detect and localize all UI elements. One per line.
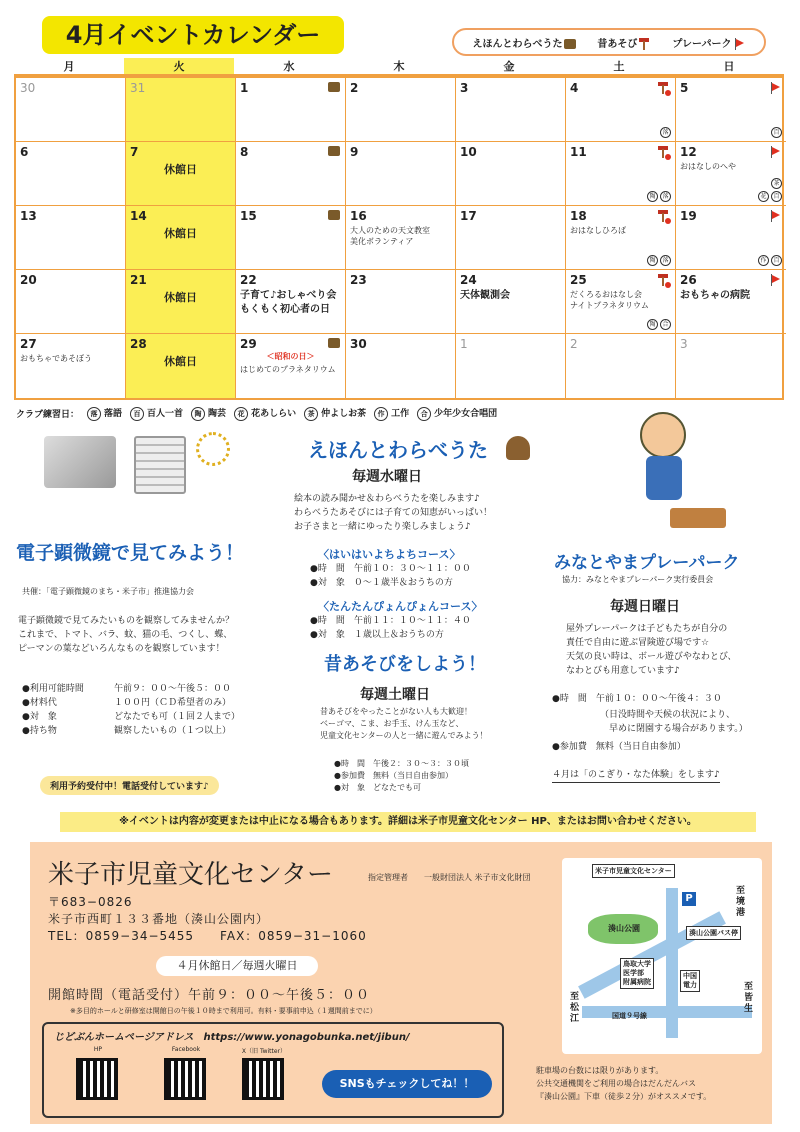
flag-icon <box>769 146 781 158</box>
club-mark: 百 <box>771 127 782 138</box>
ehon-schedule: 毎週水曜日 <box>352 469 422 485</box>
weekday-2: 水 <box>234 58 344 76</box>
legend-mukashi: 昔あそび <box>597 35 651 50</box>
club-mark: 落 <box>660 191 671 202</box>
event-text: 子育て♪おしゃべり会 もくもく初心者の日 <box>240 290 337 315</box>
flag-icon <box>769 210 781 222</box>
club-mark: 作 <box>374 407 388 421</box>
manager: 指定管理者 一般財団法人 米子市文化財団 <box>368 873 531 882</box>
boy-body <box>646 456 682 500</box>
club-marks <box>647 319 671 330</box>
club-name: 陶芸 <box>208 409 227 419</box>
opening-hours: 開館時間（電話受付）午前９：００〜午後５：００ <box>48 988 371 1003</box>
club-name: 仲よしお茶 <box>321 409 367 419</box>
detail-key: ●対 象 <box>22 712 57 722</box>
book-icon <box>328 146 340 156</box>
ehon-course2-target: ●対 象 １歳以上＆おうちの方 <box>310 630 444 640</box>
club-item <box>130 406 183 421</box>
day-number: 17 <box>460 209 477 223</box>
club-mark: 作 <box>758 255 769 266</box>
club-marks <box>758 255 782 266</box>
microscope-sponsor: 共催：「電子顕微鏡のまち・米子市」推進協力会 <box>22 587 194 596</box>
mukashi-fee: ●参加費 無料（当日自由参加） <box>334 771 453 780</box>
map-to-sakaiminato: 至境港 <box>736 886 746 918</box>
club-mark: 茶 <box>771 178 782 189</box>
detail-value: 観察したいもの（１つ以上） <box>114 726 232 736</box>
calendar-cell <box>676 270 786 334</box>
day-number: 3 <box>680 337 688 351</box>
calendar-cell <box>126 78 236 142</box>
legend-playpark: プレーパーク <box>672 35 745 50</box>
microscope-image <box>134 436 186 494</box>
ehon-course1: 〈はいはいよちよちコース〉 <box>318 548 461 561</box>
flag-icon <box>769 82 781 94</box>
book-icon <box>328 82 340 92</box>
flag-icon <box>769 274 781 286</box>
calendar-cell <box>676 206 786 270</box>
calendar-cell <box>16 142 126 206</box>
hammer-icon <box>639 38 651 50</box>
calendar-cell <box>126 270 236 334</box>
detail-key: ●材料代 <box>22 698 57 708</box>
club-mark: 合 <box>417 407 431 421</box>
red-dot-icon <box>665 282 671 288</box>
zip: 〒683−0826 <box>48 895 133 909</box>
mukashi-desc: 昔あそびをやったことがない人も大歓迎！ ベーゴマ、こま、お手玉、けん玉など、 児童文化センターの人と一緒に遊んでみよう！ <box>320 707 488 740</box>
event-text: 大人のための天文教室 美化ボランティア <box>350 226 430 246</box>
event-text: おはなしのへや <box>680 162 736 171</box>
playpark-time-note: （日没時間や天候の状況により、 早めに閉園する場合があります。） <box>600 710 748 734</box>
club-mark: 合 <box>660 319 671 330</box>
calendar-cell <box>566 270 676 334</box>
club-item <box>87 406 122 421</box>
flag-icon <box>733 38 745 50</box>
map-route9 <box>582 1006 752 1018</box>
insect-image <box>44 436 116 488</box>
ehon-course1-target: ●対 象 ０〜１歳半＆おうちの方 <box>310 578 453 588</box>
calendar-cell <box>16 78 126 142</box>
day-number: 5 <box>680 81 689 95</box>
map-power-label: 中国 電力 <box>680 970 700 992</box>
homepage-url[interactable]: https://www.yonagobunka.net/jibun/ <box>203 1032 410 1043</box>
notice-banner: ※イベントは内容が変更または中止になる場合もあります。詳細は米子市児童文化センター HP、またはお問い合わせください。 <box>60 812 756 832</box>
weekday-5: 土 <box>564 58 674 76</box>
mukashi-time: ●時 間 午後２：３０〜３：３０頃 <box>334 759 469 768</box>
closed-label: 休館日 <box>164 291 197 304</box>
calendar-cell <box>236 78 346 142</box>
calendar-cell <box>236 270 346 334</box>
day-number: 2 <box>350 81 359 95</box>
wood-log <box>670 508 726 528</box>
phone: TEL：0859−34−5455 FAX：0859−31−1060 <box>48 929 367 943</box>
calendar-cell <box>456 78 566 142</box>
ehon-course1-time: ●時 間 午前１０：３０〜１１：００ <box>310 564 471 574</box>
holiday-pill: ４月休館日／毎週火曜日 <box>156 956 318 976</box>
calendar-cell <box>236 334 346 398</box>
day-number: 24 <box>460 273 477 287</box>
detail-value: １００円（ＣＤ希望者のみ） <box>114 698 232 708</box>
club-mark: 陶 <box>647 255 658 266</box>
club-marks <box>771 178 782 189</box>
day-number: 3 <box>460 81 469 95</box>
club-item <box>417 406 497 421</box>
legend-ehon: えほんとわらべうた <box>472 35 576 50</box>
map-route-label: 国道９号線 <box>612 1012 647 1020</box>
detail-row <box>22 696 240 710</box>
legend <box>452 28 766 56</box>
club-mark: 花 <box>758 191 769 202</box>
mukashi-schedule: 毎週土曜日 <box>360 687 430 703</box>
access-map <box>562 858 762 1054</box>
calendar-cell <box>346 270 456 334</box>
calendar-cell <box>566 206 676 270</box>
qr-code-x[interactable] <box>242 1058 284 1100</box>
day-number: 26 <box>680 273 697 287</box>
detail-key: ●利用可能時間 <box>22 684 84 694</box>
hours-note: ※多目的ホールと研修室は開館日の午後１０時まで利用可。有料・要事前申込（１週間前までに） <box>70 1007 377 1015</box>
calendar-cell <box>126 334 236 398</box>
calendar-cell <box>456 334 566 398</box>
calendar-cell <box>346 206 456 270</box>
calendar-cell <box>236 206 346 270</box>
playpark-schedule: 毎週日曜日 <box>610 599 680 615</box>
calendar-cell <box>566 334 676 398</box>
calendar-cell <box>676 334 786 398</box>
map-bus-label: 湊山公園バス停 <box>686 926 741 940</box>
weekday-1: 火 <box>124 58 234 76</box>
red-dot-icon <box>665 218 671 224</box>
calendar-cell <box>16 206 126 270</box>
calendar-cell <box>236 142 346 206</box>
microscope-title: 電子顕微鏡で見てみよう！ <box>16 542 245 564</box>
day-number: 1 <box>460 337 468 351</box>
club-marks <box>660 127 671 138</box>
day-number: 20 <box>20 273 37 287</box>
weekday-4: 金 <box>454 58 564 76</box>
calendar-cell <box>16 334 126 398</box>
event-text: おはなしひろば <box>570 226 626 235</box>
day-number: 31 <box>130 81 146 95</box>
detail-row <box>22 682 240 696</box>
club-legend-label: クラブ練習日： <box>16 410 80 420</box>
bear-book-icon <box>506 436 530 460</box>
playpark-coop: 協力：みなとやまプレーパーク実行委員会 <box>562 575 714 584</box>
event-text: 天体観測会 <box>460 290 510 301</box>
closed-label: 休館日 <box>164 227 197 240</box>
day-number: 1 <box>240 81 249 95</box>
playpark-april: ４月は「のこぎり・なた体験」をします♪ <box>552 768 720 783</box>
calendar-cell <box>456 270 566 334</box>
calendar-cell <box>676 78 786 142</box>
footer <box>30 842 772 1124</box>
qr-label-facebook: Facebook <box>171 1046 201 1053</box>
qr-label-hp: HP <box>93 1046 103 1053</box>
calendar-cell <box>566 78 676 142</box>
calendar-cell <box>126 142 236 206</box>
address: 米子市西町１３３番地（湊山公園内） <box>48 912 270 926</box>
detail-row <box>22 710 240 724</box>
weekday-6: 日 <box>674 58 784 76</box>
playpark-time: ●時 間 午前１０：００〜午後４：３０ <box>552 694 722 704</box>
red-dot-icon <box>665 90 671 96</box>
mukashi-target: ●対 象 どなたでも可 <box>334 783 421 792</box>
club-marks <box>647 255 671 266</box>
detail-key: ●持ち物 <box>22 726 57 736</box>
club-name: 花あしらい <box>251 409 297 419</box>
day-number: 12 <box>680 145 697 159</box>
day-number: 18 <box>570 209 587 223</box>
ehon-course2-time: ●時 間 午前１１：１０〜１１：４０ <box>310 616 471 626</box>
club-mark: 花 <box>234 407 248 421</box>
detail-value: 午前９：００〜午後５：００ <box>114 684 232 694</box>
qr-label-x: X（旧 Twitter） <box>241 1048 287 1055</box>
club-marks <box>758 191 782 202</box>
qr-code-facebook[interactable] <box>164 1058 206 1100</box>
club-mark: 百 <box>771 191 782 202</box>
calendar-cell <box>346 334 456 398</box>
closed-label: 休館日 <box>164 355 197 368</box>
club-legend <box>16 406 497 421</box>
reserve-note: 利用予約受付中！電話受付しています♪ <box>40 776 219 795</box>
book-icon <box>564 39 576 49</box>
boy-illustration <box>640 412 686 458</box>
day-number: 16 <box>350 209 367 223</box>
ehon-title: えほんとわらべうた <box>308 438 488 462</box>
homepage-box <box>42 1022 504 1118</box>
day-number: 30 <box>20 81 36 95</box>
calendar-cell <box>456 206 566 270</box>
detail-value: どなたでも可（１回２人まで） <box>114 712 241 722</box>
club-marks <box>771 127 782 138</box>
book-icon <box>328 210 340 220</box>
map-univ-label: 鳥取大学 医学部 附属病院 <box>620 958 654 989</box>
weekday-row <box>14 58 784 76</box>
club-mark: 百 <box>130 407 144 421</box>
day-number: 6 <box>20 145 29 159</box>
event-text: おもちゃであそぼう <box>20 354 92 363</box>
ehon-desc: 絵本の読み聞かせ＆わらべうたを楽しみます♪ わらべうたあそびには子育ての知恵がいっぱい！ お子さまと一緒にゆったり楽しみましょう♪ <box>294 494 493 532</box>
homepage-label: じどぶんホームページアドレス https://www.yonagobunka.net/jibun/ <box>54 1032 410 1043</box>
playpark-desc: 屋外プレーパークは子どもたちが自分の 責任で自由に遊ぶ冒険遊び場です☆ 天気の良い時は、ボール遊びやなわとび、 なわとびも用意しています♪ <box>566 624 737 676</box>
day-number: 9 <box>350 145 359 159</box>
parking-note: 駐車場の台数には限りがあります。 公共交通機関をご利用の場合はだんだんバス 『湊山公園』下車（徒歩２分）がオススメです。 <box>536 1066 712 1101</box>
weekday-0: 月 <box>14 58 124 76</box>
parking-icon: P <box>682 892 696 906</box>
microscope-details <box>22 682 240 738</box>
day-number: 2 <box>570 337 578 351</box>
qr-code-hp[interactable] <box>76 1058 118 1100</box>
day-number: 28 <box>130 337 147 351</box>
map-center-label: 米子市児童文化センター <box>592 864 675 878</box>
event-text: おもちゃの病院 <box>680 290 750 301</box>
mukashi-title: 昔あそびをしよう！ <box>324 654 486 675</box>
club-mark: 落 <box>660 127 671 138</box>
event-text: だくろるおはなし会 ナイトプラネタリウム <box>570 290 649 310</box>
closed-label: 休館日 <box>164 163 197 176</box>
club-mark: 陶 <box>647 319 658 330</box>
calendar-cell <box>566 142 676 206</box>
day-number: 21 <box>130 273 147 287</box>
day-number: 29 <box>240 337 257 351</box>
center-name: 米子市児童文化センター <box>48 860 333 890</box>
calendar-grid <box>14 76 784 400</box>
book-icon <box>328 338 340 348</box>
day-number: 10 <box>460 145 477 159</box>
address-block <box>48 894 367 945</box>
calendar-cell <box>456 142 566 206</box>
day-number: 19 <box>680 209 697 223</box>
map-park-label: 湊山公園 <box>608 924 640 933</box>
club-name: 百人一首 <box>147 409 184 419</box>
club-mark: 陶 <box>191 407 205 421</box>
sns-button[interactable]: SNSもチェックしてね！！ <box>322 1070 492 1098</box>
calendar-cell <box>346 142 456 206</box>
day-number: 27 <box>20 337 37 351</box>
microscope-desc: 電子顕微鏡で見てみたいものを観察してみませんか？ これまで、トマト、バラ、蚊、猫の毛、つくし、蝶、 ピーマンの葉などいろんなものを観察しています！ <box>18 616 235 654</box>
playpark-title: みなとやまプレーパーク <box>554 553 740 573</box>
day-number: 14 <box>130 209 147 223</box>
day-number: 22 <box>240 273 257 287</box>
pollen-image <box>196 432 230 466</box>
calendar-cell <box>126 206 236 270</box>
club-name: 落語 <box>104 409 123 419</box>
ehon-course2: 〈たんたんぴょんぴょんコース〉 <box>318 600 483 613</box>
day-number: 8 <box>240 145 249 159</box>
day-number: 23 <box>350 273 367 287</box>
day-number: 25 <box>570 273 587 287</box>
calendar-title: 4月イベントカレンダー <box>42 16 344 54</box>
event-text: はじめてのプラネタリウム <box>240 365 336 374</box>
map-to-kaike: 至皆生 <box>744 982 754 1014</box>
club-name: 少年少女合唱団 <box>434 409 498 419</box>
club-mark: 茶 <box>304 407 318 421</box>
club-item <box>374 406 409 421</box>
club-item <box>234 406 296 421</box>
day-number: 11 <box>570 145 587 159</box>
calendar-cell <box>346 78 456 142</box>
day-number: 15 <box>240 209 257 223</box>
club-mark: 落 <box>660 255 671 266</box>
club-mark: 落 <box>87 407 101 421</box>
day-number: 4 <box>570 81 579 95</box>
calendar-cell <box>676 142 786 206</box>
club-item <box>191 406 226 421</box>
day-number: 13 <box>20 209 37 223</box>
day-number: 7 <box>130 145 139 159</box>
day-number: 30 <box>350 337 367 351</box>
calendar-cell <box>16 270 126 334</box>
club-marks <box>647 191 671 202</box>
weekday-3: 木 <box>344 58 454 76</box>
red-dot-icon <box>665 154 671 160</box>
detail-row <box>22 724 240 738</box>
club-item <box>304 406 366 421</box>
calendar <box>14 58 784 400</box>
map-to-matsue: 至松江 <box>570 992 580 1024</box>
club-mark: 百 <box>771 255 782 266</box>
club-name: 工作 <box>391 409 410 419</box>
holiday-label: ＜昭和の日＞ <box>266 352 315 361</box>
playpark-fee: ●参加費 無料（当日自由参加） <box>552 742 686 752</box>
club-mark: 陶 <box>647 191 658 202</box>
